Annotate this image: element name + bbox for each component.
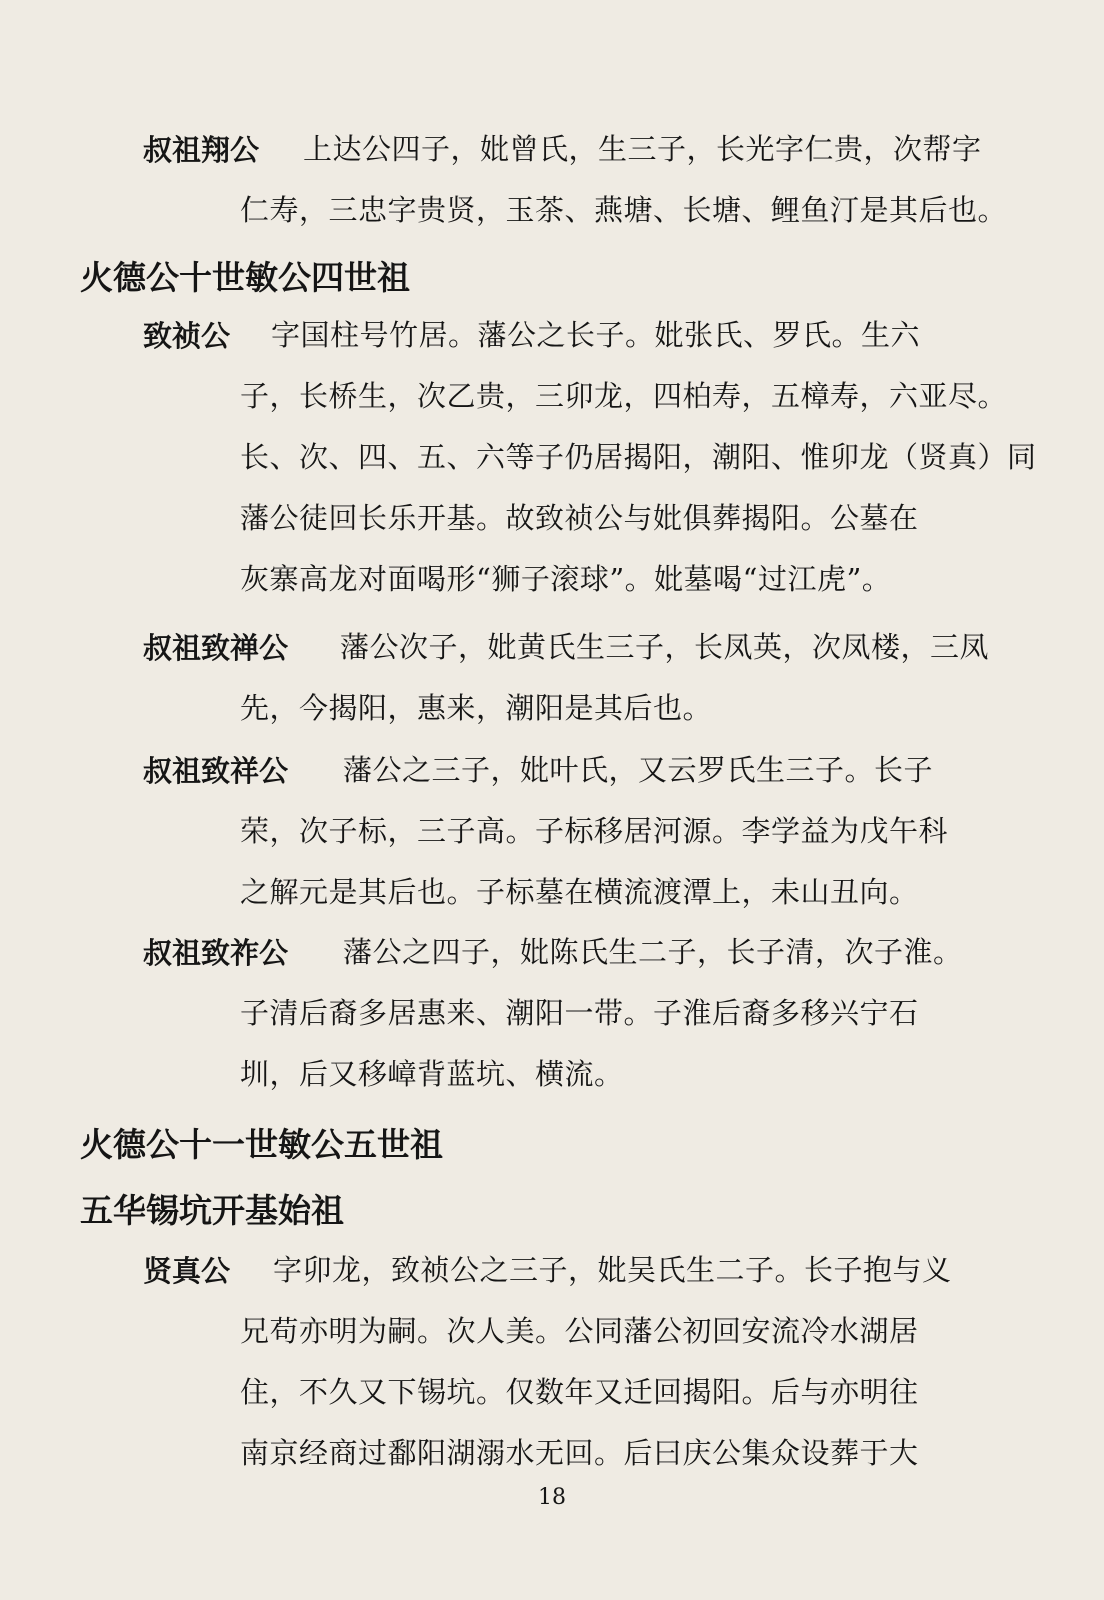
page-number: 18 bbox=[538, 1485, 566, 1510]
entry-line: 兄苟亦明为嗣。次人美。公同藩公初回安流冷水湖居 bbox=[240, 1314, 919, 1348]
entry-name: 致祯公 bbox=[143, 319, 231, 353]
genealogy-entry bbox=[143, 922, 1009, 1105]
genealogy-entry bbox=[143, 740, 1009, 923]
entry-line: 子，长桥生，次乙贵，三卯龙，四柏寿，五樟寿，六亚尽。 bbox=[240, 379, 1008, 413]
genealogy-entry bbox=[143, 305, 1037, 610]
section-heading: 火德公十一世敏公五世祖 bbox=[80, 1125, 443, 1164]
entry-line: 住，不久又下锡坑。仅数年又迁回揭阳。后与亦明往 bbox=[240, 1375, 919, 1409]
entry-name: 叔祖致祥公 bbox=[143, 754, 289, 788]
entry-line: 藩公徒回长乐开基。故致祯公与妣俱葬揭阳。公墓在 bbox=[240, 501, 919, 535]
entry-line: 藩公之四子，妣陈氏生二子，长子清，次子淮。 bbox=[343, 935, 963, 969]
section-heading: 火德公十世敏公四世祖 bbox=[80, 258, 410, 297]
entry-line: 子清后裔多居惠来、潮阳一带。子淮后裔多移兴宁石 bbox=[240, 996, 919, 1030]
entry-line: 上达公四子，妣曾氏，生三子，长光字仁贵，次帮字 bbox=[303, 132, 982, 166]
entry-line: 藩公次子，妣黄氏生三子，长凤英，次凤楼，三凤 bbox=[340, 630, 990, 664]
entry-line: 藩公之三子，妣叶氏，又云罗氏生三子。长子 bbox=[343, 753, 934, 787]
entry-line: 长、次、四、五、六等子仍居揭阳，潮阳、惟卯龙（贤真）同 bbox=[240, 440, 1037, 474]
genealogy-entry bbox=[143, 1240, 1009, 1484]
entry-line: 南京经商过鄱阳湖溺水无回。后曰庆公集众设葬于大 bbox=[240, 1436, 919, 1470]
entry-line: 字卯龙，致祯公之三子，妣吴氏生二子。长子抱与义 bbox=[273, 1253, 952, 1287]
genealogy-entry bbox=[143, 617, 1009, 739]
entry-line: 圳，后又移嶂背蓝坑、横流。 bbox=[240, 1057, 624, 1091]
entry-line: 荣，次子标，三子高。子标移居河源。李学益为戊午科 bbox=[240, 814, 949, 848]
entry-name: 叔祖致禅公 bbox=[143, 631, 289, 665]
genealogy-entry bbox=[143, 119, 1009, 241]
entry-name: 叔祖致祚公 bbox=[143, 936, 289, 970]
entry-name: 贤真公 bbox=[143, 1254, 231, 1288]
entry-line: 仁寿，三忠字贵贤，玉茶、燕塘、长塘、鲤鱼汀是其后也。 bbox=[240, 193, 1008, 227]
entry-line: 先，今揭阳，惠来，潮阳是其后也。 bbox=[240, 691, 713, 725]
entry-line: 字国柱号竹居。藩公之长子。妣张氏、罗氏。生六 bbox=[271, 318, 921, 352]
entry-line: 灰寨高龙对面喝形“狮子滚球”。妣墓喝“过江虎”。 bbox=[240, 562, 892, 596]
entry-name: 叔祖翔公 bbox=[143, 133, 260, 167]
section-heading: 五华锡坑开基始祖 bbox=[80, 1191, 344, 1230]
entry-line: 之解元是其后也。子标墓在横流渡潭上，未山丑向。 bbox=[240, 875, 919, 909]
